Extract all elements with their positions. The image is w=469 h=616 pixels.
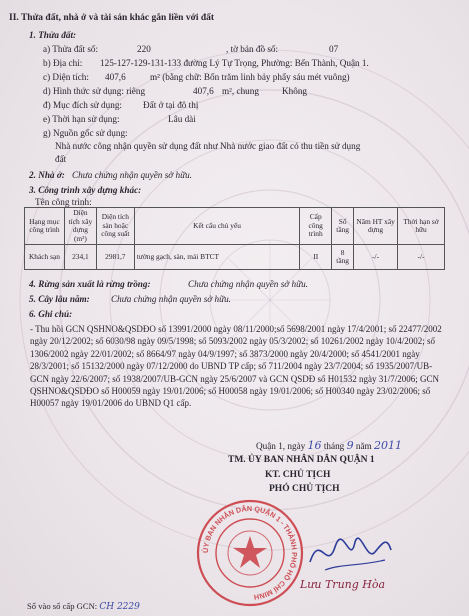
construction-name-label: Tên công trình:	[35, 197, 92, 207]
address-value: 125-127-129-131-133 đường Lý Tự Trọng, Phường: Bến Thành, Quận 1.	[100, 58, 369, 68]
parcel-number-label: a) Thửa đất số:	[43, 44, 99, 54]
table-header-cell: Diện tích xây dựng (m²)	[64, 208, 96, 245]
year-label: năm	[355, 441, 372, 451]
land-heading: 1. Thửa đất:	[29, 30, 77, 40]
purpose-value: Đất ở tại đô thị	[143, 100, 199, 110]
area-label: c) Diện tích:	[43, 72, 89, 82]
notes-text: - Thu hồi GCN QSHNO&QSDĐO số 13991/2000 ngày 08/11/2000;số 5698/2001 ngày 17/4/2001; số 22477/2002 ngày 20/12/2002; số 6030/98 ngày 09/5/1998; số 5093/2002 ngày 05/3/2002; số 10261/2002 ngày 10/4/2002; số 1306/2002 ngày 22/01/2002; số 8664/97 ngày 04/9/1997; số 3873/2000 ngày 20/4/2000; số 4541/2001 ngày 28/3/2001; số 15132/2000 ngày 07/12/2000 do UBND TP cấp; số 711/2004 ngày 23/7/2004; số 1935/2007/UB-GCN ngày 22/6/2007; số 1938/2007/UB-GCN ngày 25/6/2007 và GCN QSDĐ số H01532 ngày 31/7/2006; GCN QSHNO&QSDĐO số H00059 ngày 19/01/2006; số H00058 ngày 19/01/2006; số H00340 ngày 23/02/2006; số H00057 ngày 19/01/2006 do UBND Q1 cấp.	[30, 324, 442, 409]
origin-value-line2: đất	[55, 154, 67, 164]
registry-number	[27, 601, 140, 612]
table-cell: -/-	[398, 245, 445, 270]
construction-table	[24, 207, 445, 270]
purpose-label: đ) Mục đích sử dụng:	[43, 100, 122, 110]
term-value: Lâu dài	[168, 114, 196, 124]
table-header-row	[25, 208, 445, 245]
forest-heading: 4. Rừng sản xuất là rừng trồng:	[29, 279, 151, 289]
origin-value-line1: Nhà nước công nhận quyền sử dụng đất như Nhà nước giao đất có thu tiền sử dụng	[55, 141, 361, 151]
notes-heading: 6. Ghi chú:	[29, 309, 73, 319]
month-label: tháng	[323, 441, 345, 451]
table-cell: 234,1	[64, 245, 96, 270]
forest-value: Chưa chứng nhận quyền sở hữu.	[188, 279, 308, 289]
house-heading: 2. Nhà ở:	[29, 170, 65, 180]
table-cell: Khách sạn	[25, 245, 65, 270]
perennial-heading: 5. Cây lâu năm:	[29, 294, 90, 304]
table-cell: II	[300, 245, 332, 270]
term-label: e) Thời hạn sử dụng:	[43, 114, 120, 124]
map-sheet-label: , tờ bản đồ số:	[226, 44, 279, 54]
official-seal	[195, 498, 305, 608]
table-cell: tường gạch, sàn, mái BTCT	[134, 245, 299, 270]
area-value: 407,6	[105, 72, 126, 82]
section-title: II. Thửa đất, nhà ở và tài sản khác gắn liền với đất	[9, 13, 215, 23]
table-row	[25, 245, 445, 270]
table-header-cell: Diện tích sàn hoặc công suất	[96, 208, 134, 245]
signing-date	[256, 439, 402, 452]
signing-year: 2011	[373, 439, 402, 452]
table-header-cell: Hạng mục công trình	[25, 208, 65, 245]
area-in-words: m² (bằng chữ: Bốn trăm linh bảy phẩy sáu mét vuông)	[150, 72, 350, 82]
house-value: Chưa chứng nhận quyền sở hữu.	[72, 170, 192, 180]
handwritten-signature	[305, 522, 395, 582]
usage-shared-value: Không	[282, 86, 308, 96]
vice-chairman-title: PHÓ CHỦ TỊCH	[269, 484, 340, 494]
table-header-cell: Năm HT xây dựng	[354, 208, 398, 245]
signing-place: Quận 1, ngày	[256, 441, 306, 451]
signing-day: 16	[307, 439, 322, 452]
construction-heading: 3. Công trình xây dựng khác:	[29, 185, 142, 195]
registry-value: CH 2229	[99, 602, 140, 612]
usage-shared-label: m², chung	[222, 86, 259, 96]
perennial-value: Chưa chứng nhận quyền sở hữu.	[111, 294, 231, 304]
table-header-cell: Số tầng	[332, 208, 354, 245]
table-header-cell: Kết cấu chủ yếu	[134, 208, 299, 245]
signing-month: 9	[346, 439, 354, 452]
table-cell: 8 tầng	[332, 245, 354, 270]
seal-text: ỦY BAN NHÂN DÂN QUẬN 1 - THÀNH PHỐ HỒ CHÍ MINH	[200, 503, 300, 602]
table-cell: 2981,7	[96, 245, 134, 270]
table-header-cell: Cấp công trình	[300, 208, 332, 245]
address-label: b) Địa chỉ:	[43, 58, 83, 68]
registry-label: Số vào sổ cấp GCN:	[27, 601, 98, 611]
map-sheet-value: 07	[329, 44, 339, 54]
issuing-authority: TM. ỦY BAN NHÂN DÂN QUẬN 1	[228, 455, 375, 465]
table-header-cell: Thời hạn sở hữu	[398, 208, 445, 245]
origin-label: g) Nguồn gốc sử dụng:	[43, 128, 128, 138]
usage-form-label: d) Hình thức sử dụng: riêng	[43, 86, 146, 96]
parcel-number-value: 220	[137, 44, 151, 54]
usage-private-area: 407,6	[193, 86, 214, 96]
table-cell: -/-	[354, 245, 398, 270]
signer-name: Lưu Trung Hòa	[300, 578, 386, 591]
kt-chairman: KT. CHỦ TỊCH	[265, 470, 331, 480]
